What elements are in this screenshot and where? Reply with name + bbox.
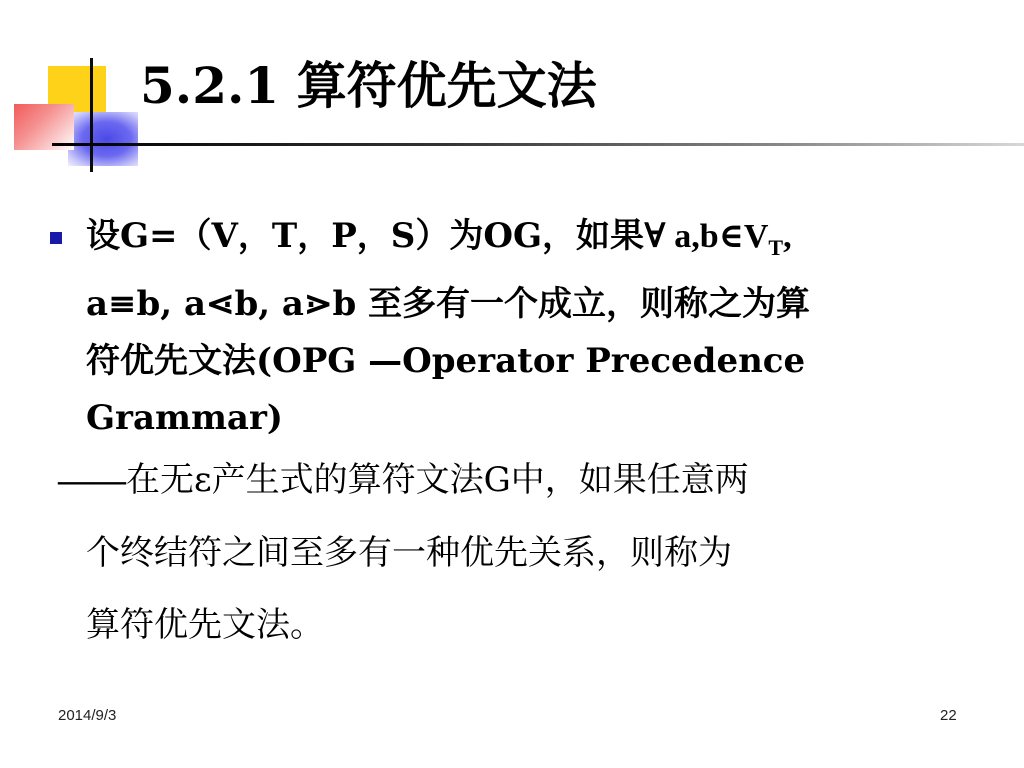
definition-paragraph bbox=[86, 208, 996, 447]
slide-title: 5.2.1 算符优先文法 bbox=[140, 56, 597, 115]
definition-forall: ∀ a,b∈V bbox=[643, 218, 769, 255]
footer-date: 2014/9/3 bbox=[58, 707, 117, 724]
definition-line-1-suffix: , bbox=[783, 218, 792, 255]
definition-line-4: Grammar) bbox=[86, 398, 283, 438]
decor-blue-square bbox=[68, 112, 138, 166]
explanation-dash: —— bbox=[58, 462, 126, 499]
title-underline bbox=[52, 143, 1024, 146]
definition-subscript: T bbox=[768, 235, 784, 260]
footer-page-number: 22 bbox=[940, 707, 957, 724]
explanation-line-2: 个终结符之间至多有一种优先关系，则称为 bbox=[86, 533, 732, 573]
definition-line-3: 符优先文法(OPG —Operator Precedence bbox=[86, 341, 806, 381]
definition-line-1 bbox=[86, 216, 792, 260]
explanation-paragraph bbox=[58, 444, 998, 661]
explanation-line-3: 算符优先文法。 bbox=[86, 605, 324, 645]
bullet-square-icon bbox=[50, 232, 62, 244]
decor-vertical-line bbox=[90, 58, 93, 172]
definition-line-2: a≡b, a⋖b, a⋗b 至多有一个成立，则称之为算 bbox=[86, 284, 811, 324]
definition-line-1-prefix: 设G=（V，T，P，S）为OG，如果 bbox=[86, 216, 644, 256]
explanation-line-1: 在无ε产生式的算符文法G中，如果任意两 bbox=[126, 460, 749, 500]
